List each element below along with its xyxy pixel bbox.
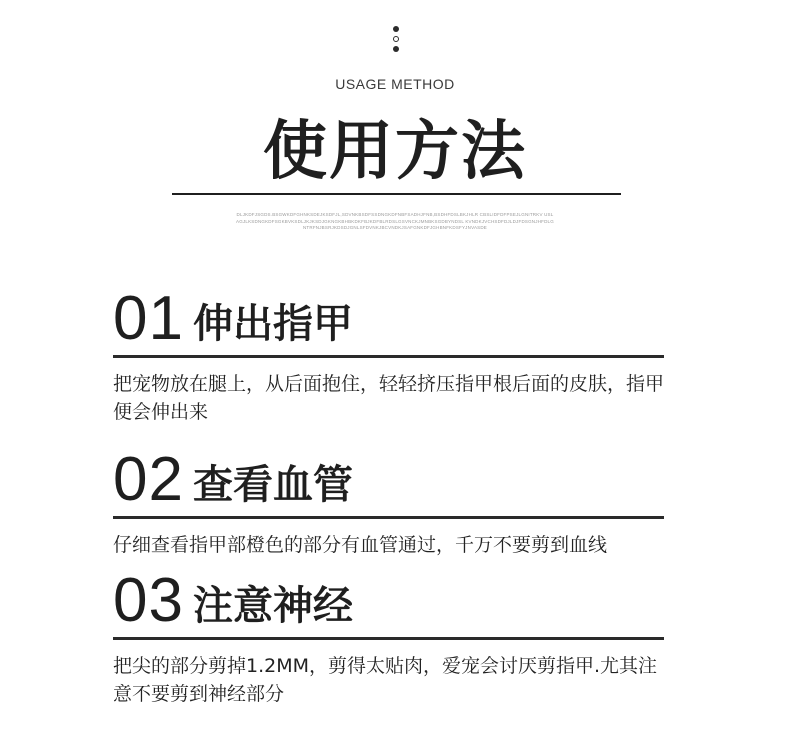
step-number: 03 — [113, 566, 184, 635]
step-description: 把宠物放在腿上，从后面抱住，轻轻挤压指甲根后面的皮肤，指甲便会伸出来 — [113, 373, 665, 423]
step-title: 伸出指甲 — [193, 301, 353, 347]
dot-ring-icon — [393, 36, 399, 42]
step-title: 查看血管 — [193, 462, 353, 508]
step-description: 把尖的部分剪掉1.2MM，剪得太贴肉，爱宠会讨厌剪指甲.尤其注意不要剪到神经部分 — [113, 655, 658, 705]
step-section-1 — [113, 284, 664, 426]
step-section-3 — [113, 566, 664, 708]
step-divider — [113, 637, 664, 640]
eyebrow-label: USAGE METHOD — [335, 76, 455, 92]
title-divider — [172, 193, 621, 195]
dot-filled-icon — [393, 46, 399, 52]
dot-filled-icon — [393, 26, 399, 32]
step-section-2 — [113, 445, 664, 559]
step-header — [113, 445, 664, 513]
step-divider — [113, 516, 664, 519]
step-number: 02 — [113, 445, 184, 514]
decorative-fine-print: DLJKDFJSGDS.BSGWKDFGHNKSDEJKSDFJL,SDVNKBSDFSSDNGKDFNBFSADHJFNB,BSDHFDSLBKJHLR CBSLIDFDFPSEJLGNITRKV USLAGJLKSDNGKDFSGKBVKSDLJKJKSDJGKNGKBHBKDKFBJKDFBLRDSLGSVNCKJMNBKSGDBYNDSL KVNDKJVCHSDFDJLDJFDSGNJHFDLGNTRFNJBSRJKDSDJGNLSFDVNKJBCVNDKJSAFGNKDFJGHBNFKDSFYJNVASDE — [236, 212, 554, 230]
step-header — [113, 566, 664, 634]
step-number: 01 — [113, 284, 184, 353]
step-title: 注意神经 — [193, 583, 353, 629]
page-title: 使用方法 — [263, 115, 527, 189]
decorative-dots-icon — [392, 26, 400, 56]
step-divider — [113, 355, 664, 358]
step-header — [113, 284, 664, 352]
step-description: 仔细查看指甲部橙色的部分有血管通过，千万不要剪到血线 — [113, 534, 608, 556]
